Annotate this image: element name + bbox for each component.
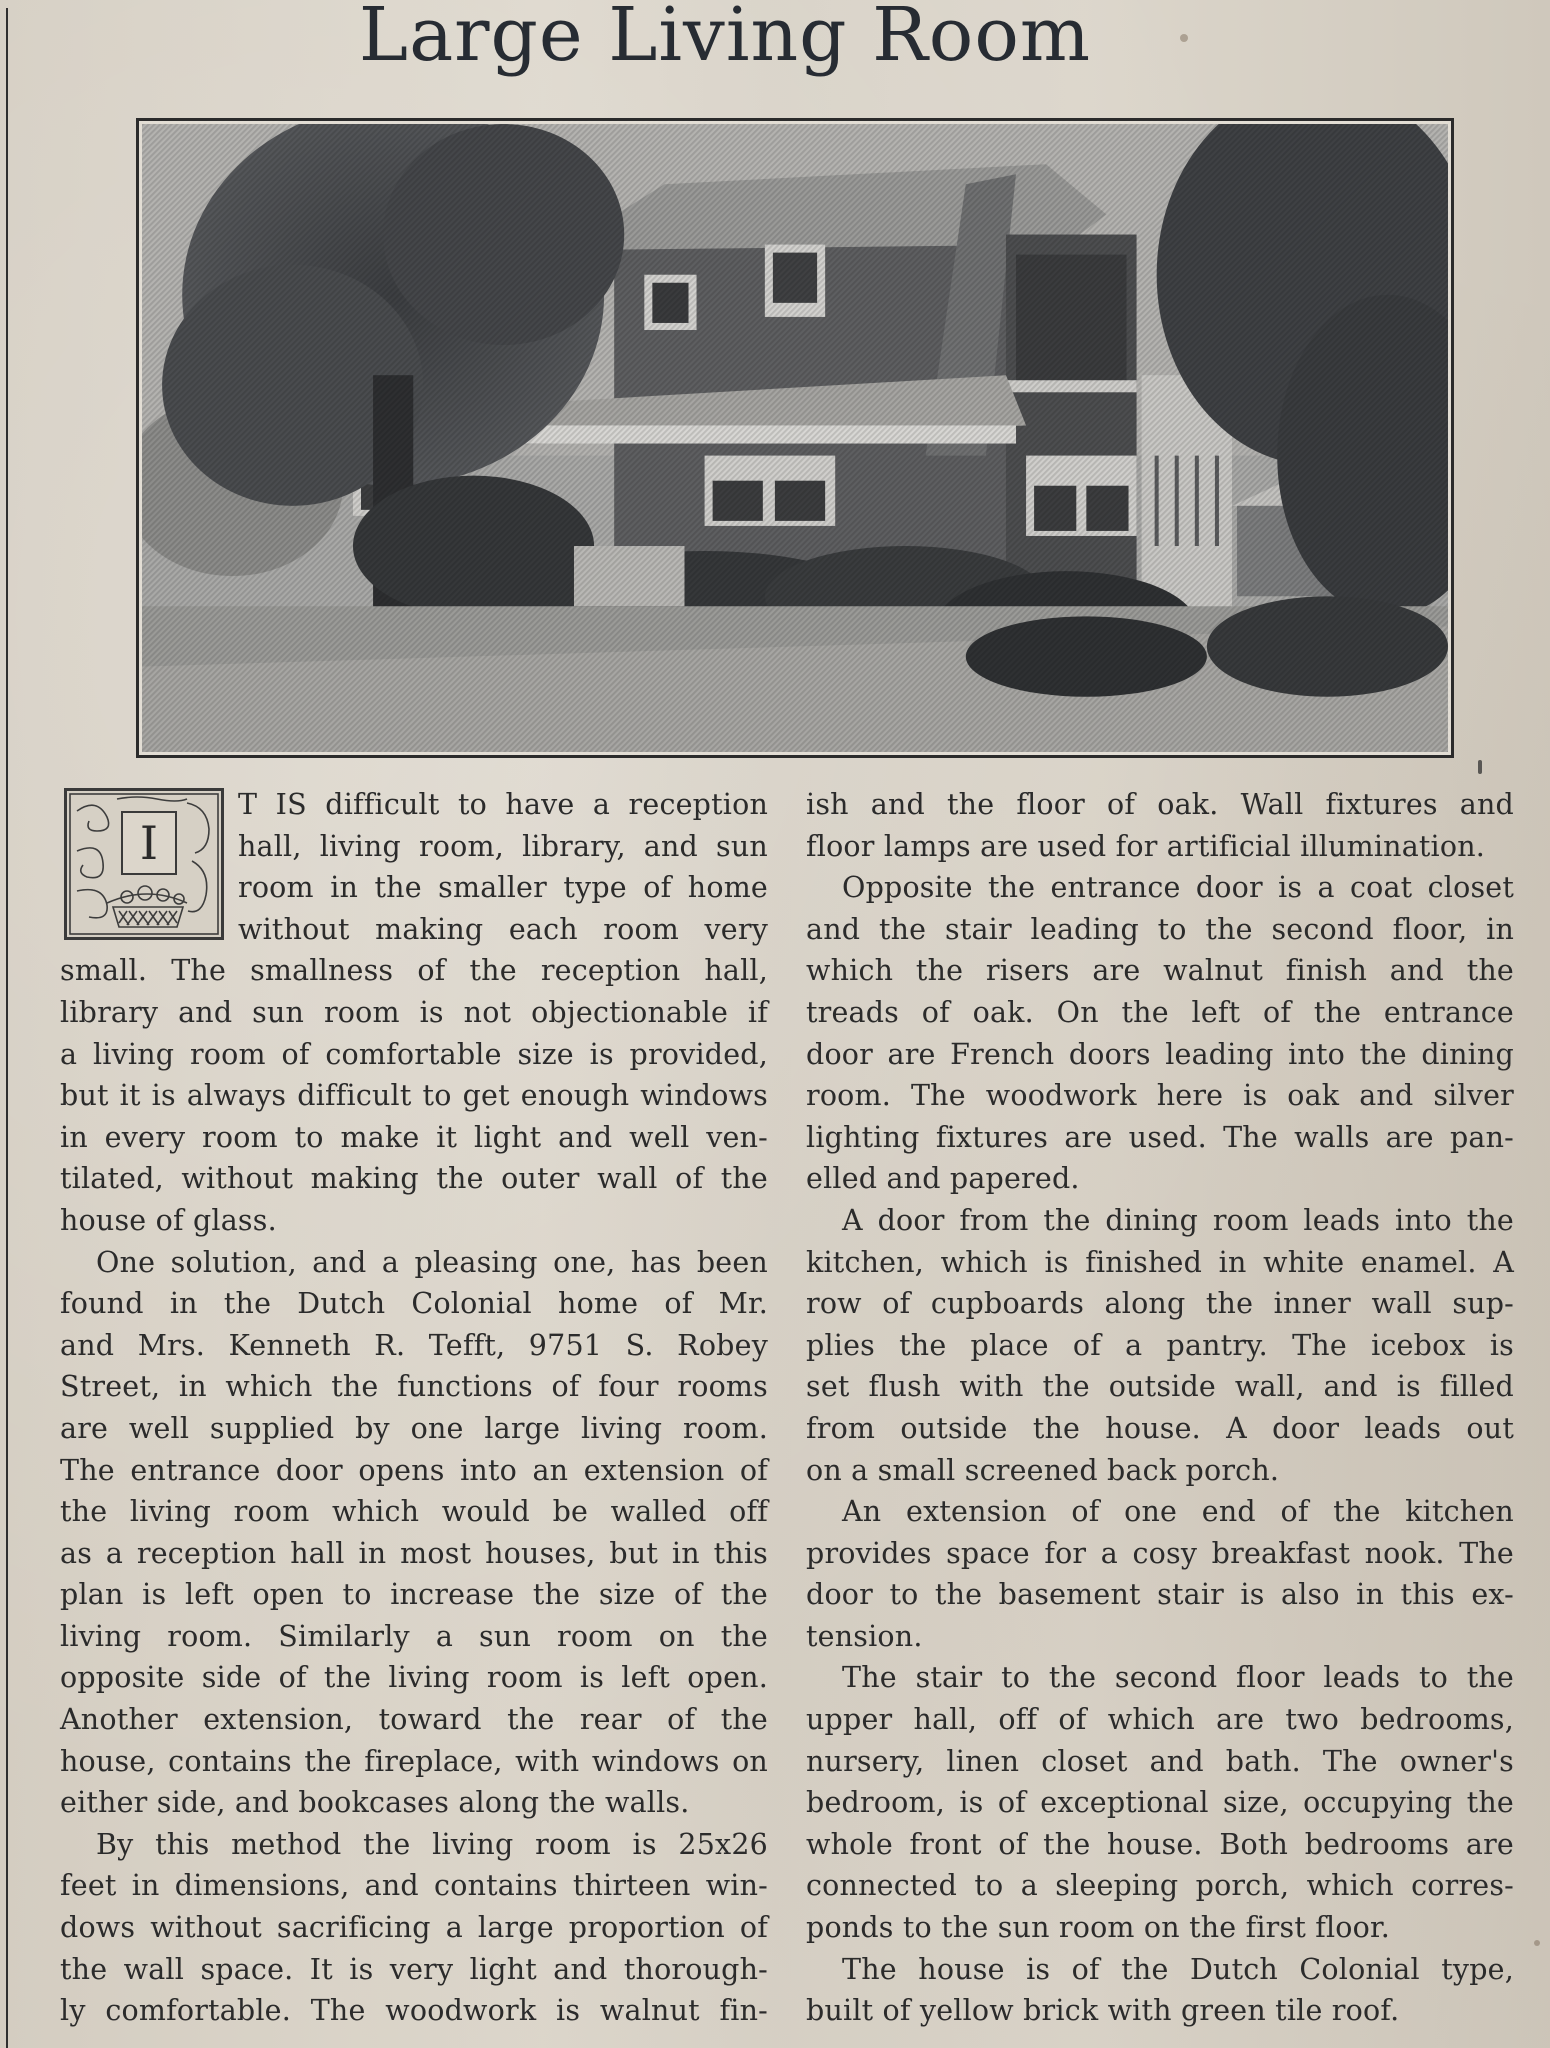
text-line: either side, and bookcases along the walls. (60, 1786, 690, 1820)
text-line: door are French doors leading into the dining (806, 1037, 1514, 1071)
text-line: found in the Dutch Colonial home of Mr. (60, 1287, 768, 1321)
headline: Large Living Room (358, 0, 1092, 78)
text-line: elled and papered. (806, 1162, 1080, 1196)
text-line: and the stair leading to the second floor, in (806, 912, 1514, 946)
text-line: opposite side of the living room is left open. (60, 1661, 768, 1695)
text-line: treads of oak. On the left of the entrance (806, 995, 1514, 1029)
text-line: The entrance door opens into an extension of (60, 1453, 768, 1487)
text-line: set flush with the outside wall, and is filled (806, 1370, 1514, 1404)
text-line: Street, in which the functions of four rooms (60, 1370, 768, 1404)
text-line: small. The smallness of the reception hall, (60, 954, 768, 988)
text-line: lighting fixtures are used. The walls are pan- (806, 1120, 1514, 1154)
house-photo-frame (136, 118, 1454, 758)
text-line: are well supplied by one large living room. (60, 1411, 768, 1445)
text-line: house, contains the fireplace, with windows on (60, 1744, 768, 1778)
text-line: library and sun room is not objectionable if (60, 995, 768, 1029)
text-line: An extension of one end of the kitchen (842, 1495, 1514, 1529)
text-line: room. The woodwork here is oak and silver (806, 1079, 1514, 1113)
text-line: built of yellow brick with green tile roof. (806, 1994, 1400, 2028)
text-line: One solution, and a pleasing one, has been (96, 1245, 768, 1279)
text-line: on a small screened back porch. (806, 1453, 1280, 1487)
text-line: as a reception hall in most houses, but in this (60, 1536, 768, 1570)
article-column-right (806, 784, 1514, 2032)
text-line: provides space for a cosy breakfast nook. The (806, 1536, 1514, 1570)
text-line: floor lamps are used for artificial illumination. (806, 829, 1486, 863)
text-line: ish and the floor of oak. Wall fixtures and (806, 788, 1514, 821)
paper-speck (1180, 34, 1188, 42)
house-photo-illustration (142, 124, 1448, 752)
column-rule (6, 8, 8, 2048)
text-line: nursery, linen closet and bath. The owner's (806, 1744, 1514, 1778)
text-line: connected to a sleeping porch, which corres- (806, 1869, 1514, 1903)
text-line: bedroom, is of exceptional size, occupying the (806, 1786, 1514, 1820)
text-line: tension. (806, 1619, 923, 1653)
text-line: in every room to make it light and well ven- (60, 1120, 768, 1154)
text-line: ly comfortable. The woodwork is walnut fin- (60, 1994, 768, 2028)
text-line: door to the basement stair is also in this ex- (806, 1578, 1514, 1612)
text-line: house of glass. (60, 1203, 277, 1237)
text-line: but it is always difficult to get enough windows (60, 1079, 768, 1113)
text-line: hall, living room, library, and sun (238, 829, 768, 863)
text-line: A door from the dining room leads into the (842, 1203, 1514, 1237)
text-line: plan is left open to increase the size of the (60, 1578, 768, 1612)
house-photo (142, 124, 1448, 752)
text-line: Opposite the entrance door is a coat closet (842, 871, 1514, 905)
text-line: from outside the house. A door leads out (806, 1411, 1514, 1445)
text-line: which the risers are walnut finish and the (806, 954, 1514, 988)
text-line: tilated, without making the outer wall of the (60, 1162, 768, 1196)
text-line: living room. Similarly a sun room on the (60, 1619, 768, 1653)
text-line: feet in dimensions, and contains thirteen win- (60, 1869, 768, 1903)
text-line: whole front of the house. Both bedrooms are (806, 1827, 1514, 1861)
text-line: upper hall, off of which are two bedrooms, (806, 1703, 1514, 1737)
text-line: ponds to the sun room on the first floor. (806, 1911, 1390, 1945)
paper-speck (1534, 1940, 1540, 1946)
text-line: the wall space. It is very light and thorough- (60, 1952, 768, 1986)
text-line: the living room which would be walled off (60, 1495, 768, 1529)
text-line: The house is of the Dutch Colonial type, (842, 1952, 1514, 1986)
text-line: without making each room very (238, 912, 768, 946)
text-line: T IS difficult to have a reception (238, 788, 768, 821)
drop-cap-letter: I (121, 811, 177, 875)
text-line: room in the smaller type of home (238, 871, 768, 905)
text-line: The stair to the second floor leads to the (842, 1661, 1514, 1695)
text-line: By this method the living room is 25x26 (96, 1827, 768, 1861)
text-line: dows without sacrificing a large proportion of (60, 1911, 768, 1945)
text-line: row of cupboards along the inner wall sup- (806, 1287, 1514, 1321)
text-line: Another extension, toward the rear of the (60, 1703, 768, 1737)
text-line: and Mrs. Kenneth R. Tefft, 9751 S. Robey (60, 1328, 768, 1362)
photo-corner-mark (1478, 760, 1482, 774)
article-column-left (60, 784, 768, 2032)
text-line: kitchen, which is finished in white enamel. A (806, 1245, 1514, 1279)
text-line: a living room of comfortable size is provided, (60, 1037, 768, 1071)
text-line: plies the place of a pantry. The icebox is (806, 1328, 1514, 1362)
